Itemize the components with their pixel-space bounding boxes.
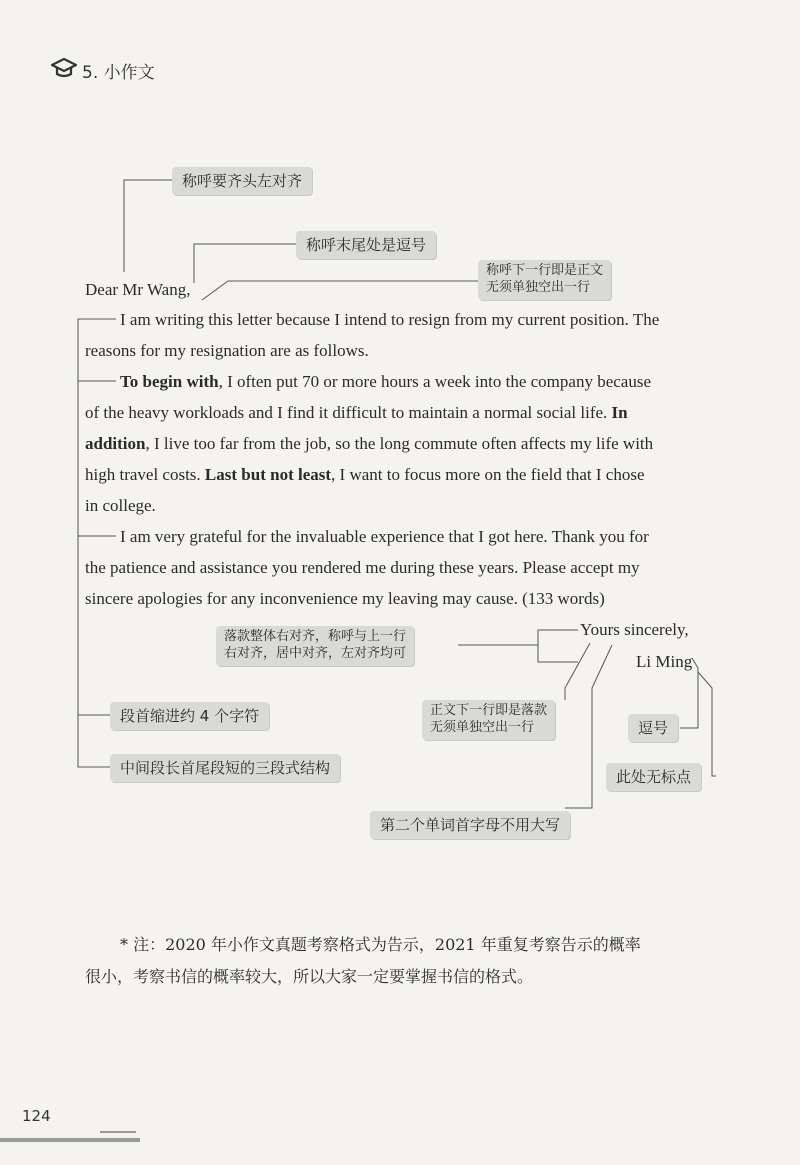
note-salutation-align: 称呼要齐头左对齐 <box>172 167 312 195</box>
footnote-line-2: 很小，考察书信的概率较大，所以大家一定要掌握书信的格式。 <box>85 967 534 986</box>
paragraph-3-line-2: the patience and assistance you rendered me during these years. Please accept my <box>85 558 640 577</box>
paragraph-1-line-1: I am writing this letter because I intend to resign from my current position. The <box>120 310 660 329</box>
paragraph-2-line-5: in college. <box>85 496 156 515</box>
page-number: 124 <box>22 1107 51 1125</box>
text-span: of the heavy workloads and I find it difficult to maintain a normal social life. <box>85 403 608 422</box>
section-title: 5. 小作文 <box>82 63 155 83</box>
paragraph-3-line-1: I am very grateful for the invaluable experience that I got here. Thank you for <box>120 527 649 546</box>
transition-bold: To begin with <box>120 372 219 391</box>
note-second-word-lowercase: 第二个单词首字母不用大写 <box>370 811 570 839</box>
text-span: , I often put 70 or more hours a week into the company because <box>218 372 651 391</box>
note-comma: 逗号 <box>628 714 678 742</box>
page-decor-bar <box>0 1138 140 1142</box>
note-no-punct: 此处无标点 <box>606 763 701 791</box>
note-structure: 中间段长首尾段短的三段式结构 <box>110 754 340 782</box>
text-span: , I live too far from the job, so the long commute often affects my life with <box>145 434 654 453</box>
transition-bold: addition <box>85 434 146 453</box>
paragraph-2-line-4 <box>85 465 645 485</box>
transition-bold: Last but not least <box>204 465 332 484</box>
paragraph-1-line-2: reasons for my resignation are as follows. <box>85 341 369 360</box>
paragraph-3-line-3: sincere apologies for any inconvenience my leaving may cause. (133 words) <box>85 589 605 608</box>
text-span: high travel costs. <box>85 465 201 484</box>
signature: Li Ming <box>636 652 693 671</box>
text-span: , I want to focus more on the field that I chose <box>331 465 645 484</box>
note-line: 无须单独空出一行 <box>430 719 535 735</box>
salutation: Dear Mr Wang, <box>85 280 191 299</box>
footnote-line-1: * 注：2020 年小作文真题考察格式为告示，2021 年重复考察告示的概率 <box>120 935 641 954</box>
note-line: 右对齐，居中对齐，左对齐均可 <box>224 645 407 661</box>
closing: Yours sincerely, <box>580 620 689 639</box>
note-line: 称呼下一行即是正文 <box>486 263 604 278</box>
paragraph-2-line-3 <box>85 434 653 454</box>
note-line: 落款整体右对齐，称呼与上一行 <box>224 629 407 644</box>
note-line: 无须单独空出一行 <box>486 279 591 295</box>
note-closing-after-body <box>422 700 555 740</box>
note-body-after-salutation <box>478 260 611 300</box>
note-closing-align <box>216 626 414 666</box>
page-decor-line <box>100 1131 136 1133</box>
note-salutation-comma: 称呼末尾处是逗号 <box>296 231 436 259</box>
note-indent: 段首缩进约 4 个字符 <box>110 702 269 730</box>
paragraph-2-line-1 <box>120 372 651 392</box>
paragraph-2-line-2 <box>85 403 628 423</box>
transition-bold: In <box>611 403 628 422</box>
note-line: 正文下一行即是落款 <box>430 703 548 718</box>
